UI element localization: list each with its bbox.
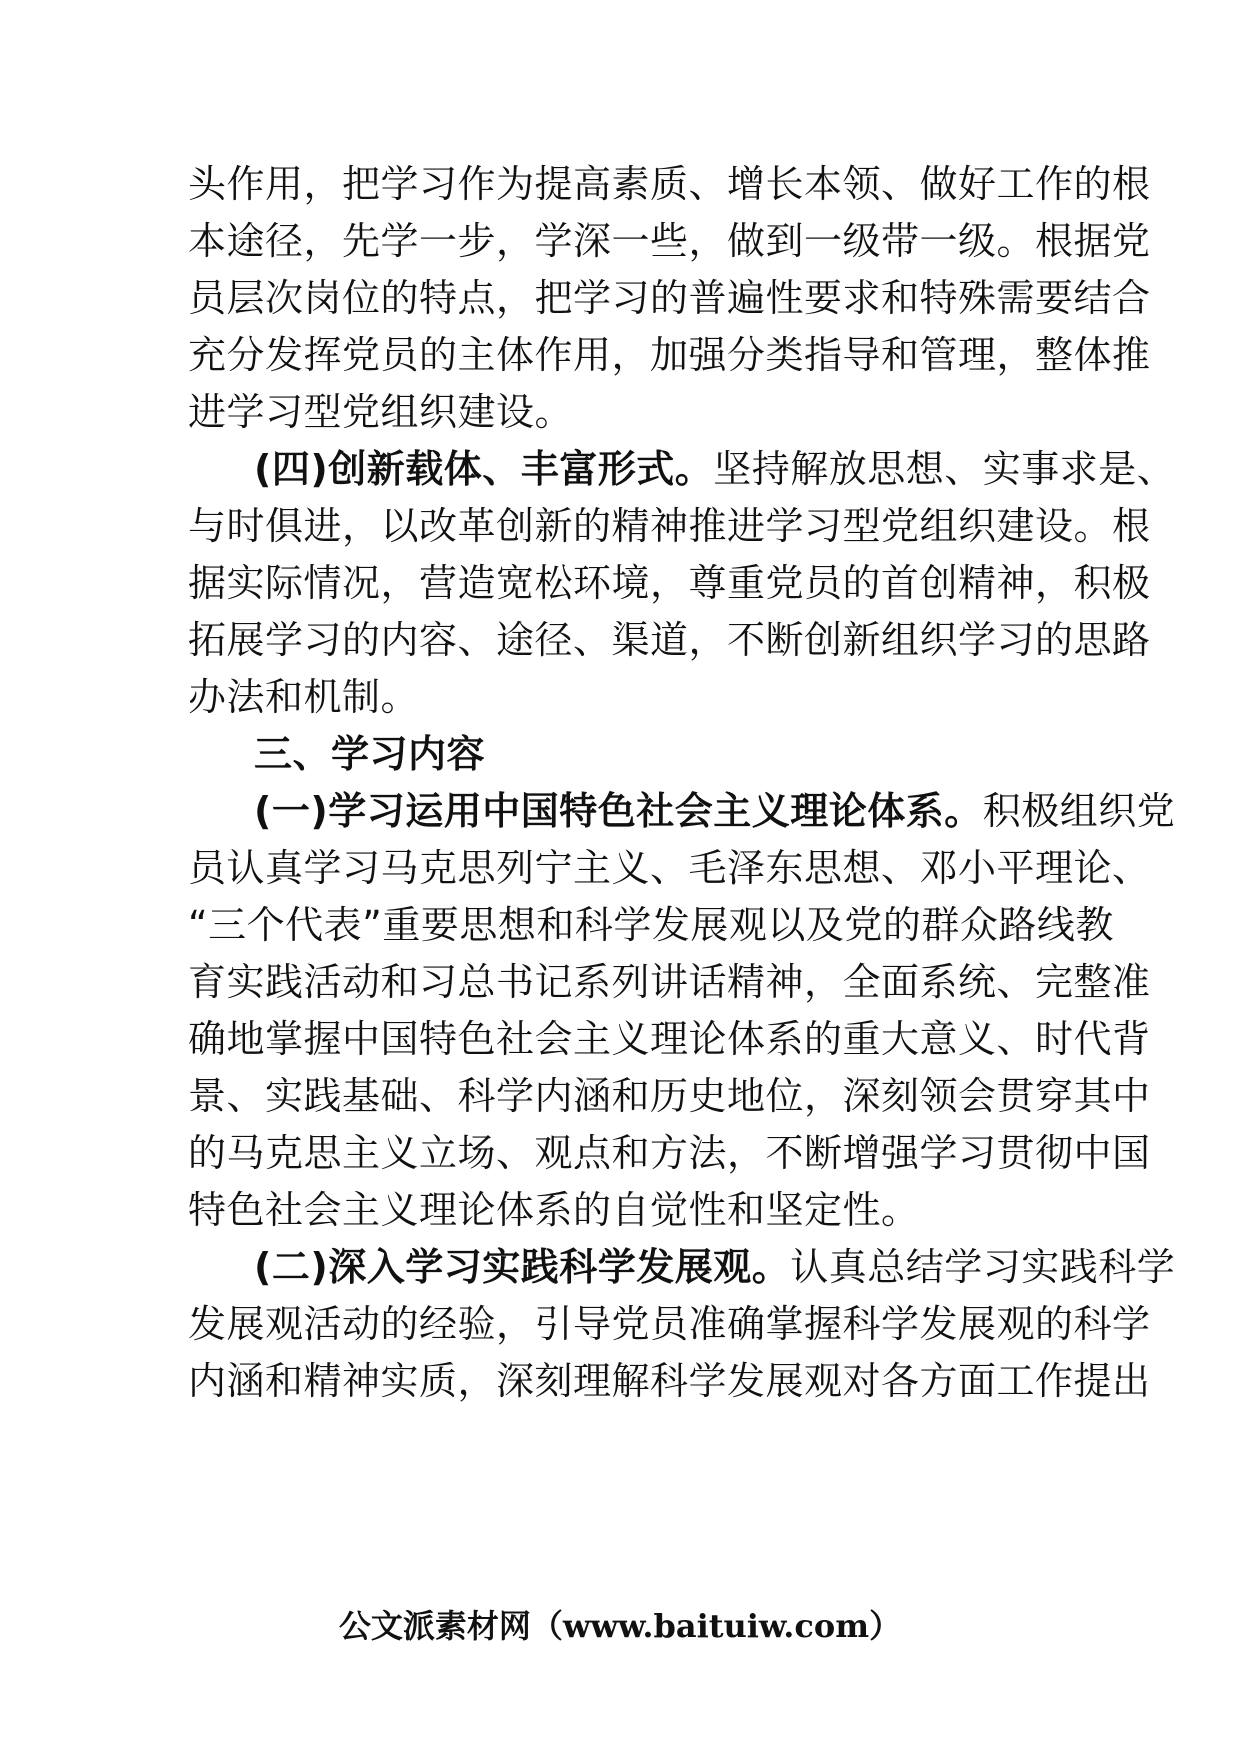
body-line: 员认真学习马克思列宁主义、毛泽东思想、邓小平理论、 bbox=[188, 846, 1151, 890]
body-line: 本途径，先学一步，学深一些，做到一级带一级。根据党 bbox=[188, 219, 1151, 263]
paragraph-heading: (四)创新载体、丰富形式。 bbox=[254, 447, 714, 491]
paragraph-text: 积极组织党 bbox=[982, 789, 1176, 833]
body-line: 拓展学习的内容、途径、渠道，不断创新组织学习的思路 bbox=[188, 618, 1151, 662]
body-line: 的马克思主义立场、观点和方法，不断增强学习贯彻中国 bbox=[188, 1131, 1151, 1175]
body-line: “三个代表”重要思想和科学发展观以及党的群众路线教 bbox=[188, 903, 1114, 947]
paragraph-text: 坚持解放思想、实事求是、 bbox=[713, 447, 1176, 491]
body-line: 育实践活动和习总书记系列讲话精神，全面系统、完整准 bbox=[188, 960, 1151, 1004]
body-line: 与时俱进，以改革创新的精神推进学习型党组织建设。根 bbox=[188, 504, 1151, 548]
body-line: 进学习型党组织建设。 bbox=[188, 390, 574, 434]
section-title: 三、学习内容 bbox=[254, 732, 486, 776]
paragraph-heading: (二)深入学习实践科学发展观。 bbox=[254, 1245, 791, 1289]
body-line: 特色社会主义理论体系的自觉性和坚定性。 bbox=[188, 1188, 920, 1232]
body-line: 头作用，把学习作为提高素质、增长本领、做好工作的根 bbox=[188, 162, 1151, 206]
body-line: 据实际情况，营造宽松环境，尊重党员的首创精神，积极 bbox=[188, 561, 1151, 605]
body-line: 充分发挥党员的主体作用，加强分类指导和管理，整体推 bbox=[188, 333, 1151, 377]
paragraph-1-first-line bbox=[254, 787, 1176, 835]
body-line: 发展观活动的经验，引导党员准确掌握科学发展观的科学 bbox=[188, 1302, 1151, 1346]
body-line: 员层次岗位的特点，把学习的普遍性要求和特殊需要结合 bbox=[188, 276, 1151, 320]
paragraph-text: 认真总结学习实践科学 bbox=[790, 1245, 1176, 1289]
page-footer: 公文派素材网（www.baituiw.com） bbox=[338, 1607, 902, 1645]
body-line: 景、实践基础、科学内涵和历史地位，深刻领会贯穿其中 bbox=[188, 1074, 1151, 1118]
paragraph-4-first-line bbox=[254, 445, 1176, 493]
body-line: 内涵和精神实质，深刻理解科学发展观对各方面工作提出 bbox=[188, 1359, 1151, 1403]
paragraph-heading: (一)学习运用中国特色社会主义理论体系。 bbox=[254, 789, 983, 833]
paragraph-2-first-line bbox=[254, 1243, 1176, 1291]
body-line: 办法和机制。 bbox=[188, 675, 420, 719]
body-line: 确地掌握中国特色社会主义理论体系的重大意义、时代背 bbox=[188, 1017, 1151, 1061]
